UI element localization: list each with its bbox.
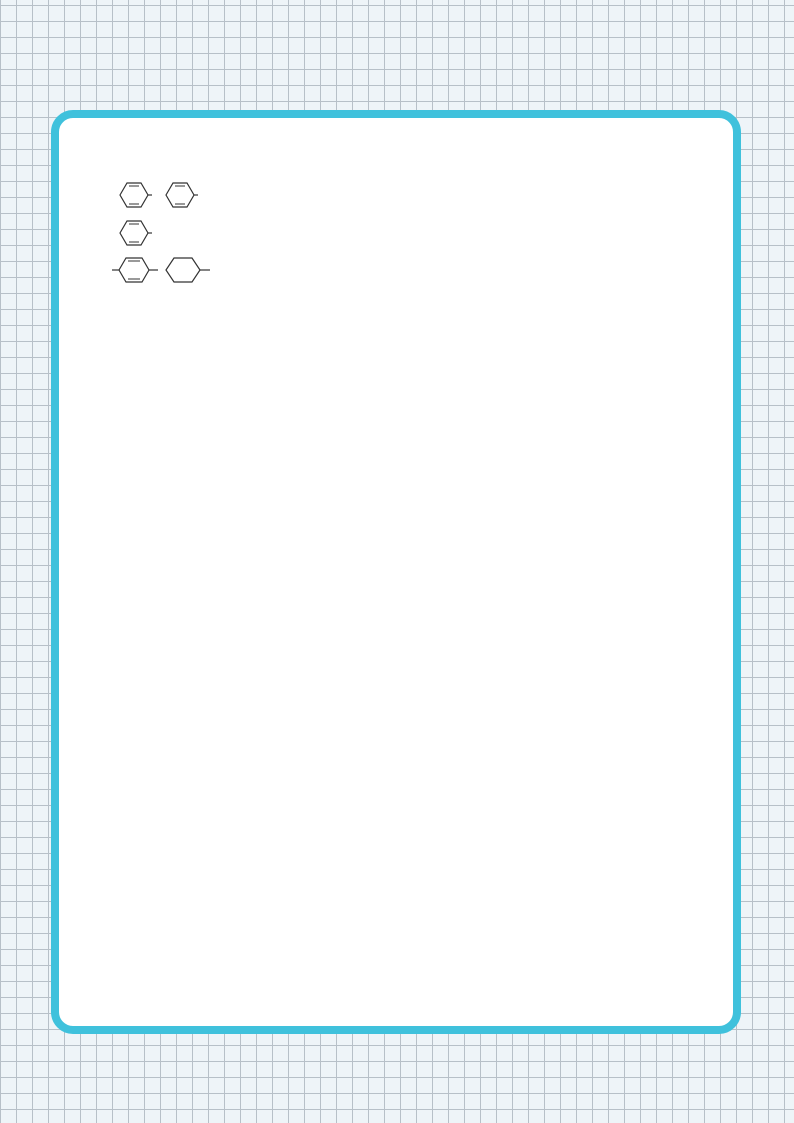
cyclohexane-ring-icon: [164, 255, 210, 285]
question-8-item-1: [112, 180, 198, 210]
benzene-ring-icon: [112, 218, 152, 248]
question-8-item-3: [112, 255, 210, 285]
question-8-item-2: [112, 218, 152, 248]
benzene-ring-icon: [112, 255, 158, 285]
benzene-ring-icon: [158, 180, 198, 210]
benzene-ring-icon: [112, 180, 152, 210]
content-card: [51, 110, 741, 1034]
